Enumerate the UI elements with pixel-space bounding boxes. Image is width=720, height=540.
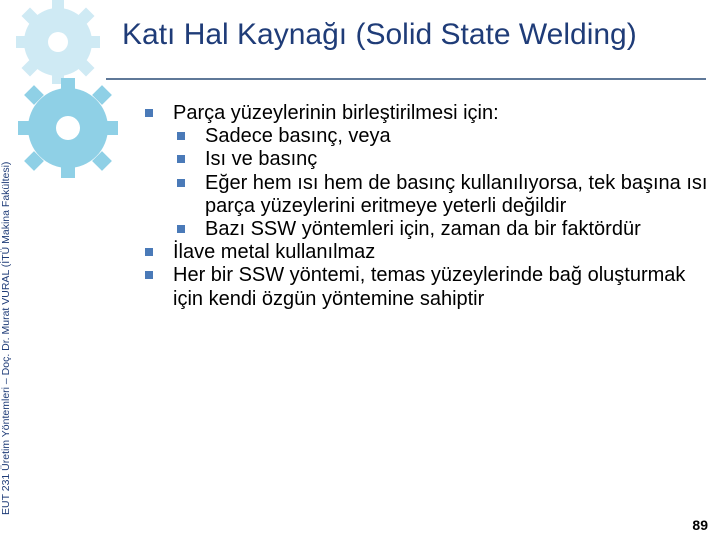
decorative-gears	[0, 0, 120, 200]
square-bullet-icon	[145, 109, 153, 117]
square-bullet-icon	[145, 271, 153, 279]
bullet-text: Isı ve basınç	[205, 148, 318, 171]
sub-bullet-item	[145, 172, 715, 218]
sub-bullet-item	[145, 218, 715, 241]
bullet-item	[145, 102, 715, 125]
bullet-text: Eğer hem ısı hem de basınç kullanılıyorsa, tek başına ısı parça yüzeylerini eritmeye yeterli değildir	[205, 171, 708, 217]
sub-bullet-item	[145, 125, 715, 148]
bullet-text: Parça yüzeylerinin birleştirilmesi için:	[173, 102, 499, 124]
bullet-list	[145, 102, 715, 311]
square-bullet-icon	[177, 155, 185, 163]
bullet-text: Bazı SSW yöntemleri için, zaman da bir faktördür	[205, 217, 641, 240]
bullet-text: İlave metal kullanılmaz	[173, 241, 376, 264]
side-footer-text: EUT 231 Üretim Yöntemleri – Doç. Dr. Murat VURAL (İTÜ Makina Fakültesi)	[0, 161, 12, 515]
page-number: 89	[692, 517, 708, 533]
square-bullet-icon	[177, 225, 185, 233]
bullet-text: Sadece basınç, veya	[205, 125, 391, 148]
bullet-item	[145, 241, 715, 264]
gear-icon	[18, 78, 118, 178]
square-bullet-icon	[177, 179, 185, 187]
bullet-text: Her bir SSW yöntemi, temas yüzeylerinde bağ oluşturmak için kendi özgün yöntemine sahiptir	[173, 264, 686, 310]
square-bullet-icon	[177, 132, 185, 140]
title-divider	[106, 78, 706, 80]
bullet-item	[145, 264, 715, 310]
gear-icon	[16, 0, 100, 84]
square-bullet-icon	[145, 248, 153, 256]
sub-bullet-item	[145, 148, 715, 171]
slide-title: Katı Hal Kaynağı (Solid State Welding)	[122, 18, 637, 51]
